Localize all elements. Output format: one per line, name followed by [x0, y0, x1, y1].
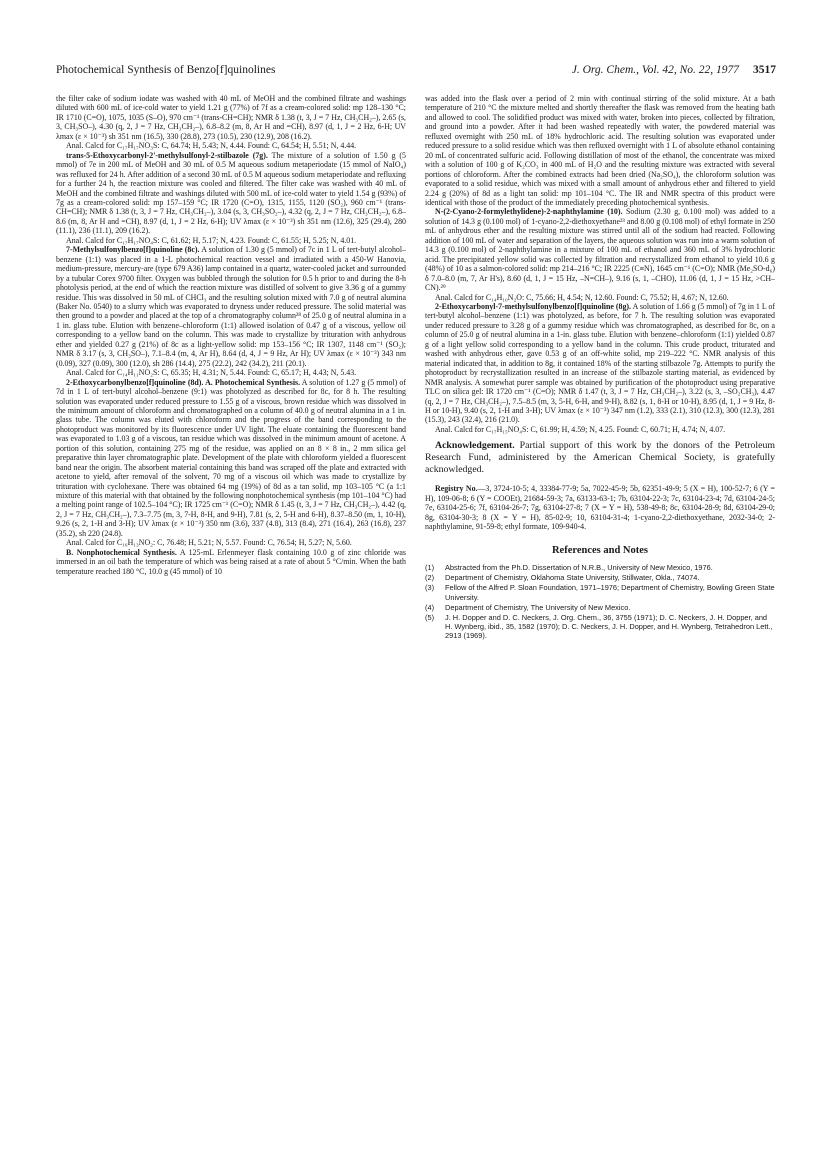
right-paragraph	[425, 207, 775, 292]
reference-number: (5)	[425, 613, 435, 623]
references-heading: References and Notes	[551, 544, 649, 556]
registry-title: Registry No.	[435, 484, 478, 494]
paragraph-text: A solution of 1.27 g (5 mmol) of 7d in 1 L of tert-butyl alcohol–benzene (9:1) was photolyzed as described for 8c, for 8 h. The resulting solution was evaporated under reduced pressure to 1.55 g of a viscous, brown residue which was dissolved in the minimum amount of chloroform and chromatographed on a column of 40.0 g of neutral alumina in a 1 in. glass tube. The column was eluted with chloroform and the progress of the band corresponding to the photoproduct was monitored by its fluorescence under UV light. The eluate containing the fluorescent band was evaporated to 1.03 g of a viscous, tan residue which was dissolved in the minimum amount of acetone. A portion of this solution, containing 275 mg of the residue, was applied on an 8 × 8 in., 2 mm silica gel preparative thin layer chromatographic plate. Development of the plate with chloroform yielded a fluorescent band near the origin. The absorbent material containing this band was scraped off the plate and extracted with acetone to yield, after removal of the solvent, 70 mg of a viscous oil which was made to crystallize by trituration with cyclohexane. There was obtained 64 mg (19%) of 8d as a tan solid, mp 103–105 °C (a 1:1 mixture of this material with that obtained by the following nonphotochemical synthesis (mp 101–104 °C) had a melting point range of 102.5–104 °C); IR 1725 cm⁻¹ (C=O); NMR δ 1.45 (t, 3, J = 7 Hz, CH₃CH₂–), 4.42 (q, 2, J = 7 Hz, CH₃CH₂–), 7.3–7.75 (m, 3, 7-H, 8-H, and 9-H), 7.81 (s, 2, 5-H and 6-H), 8.37–8.50 (m, 1, 10-H), 9.26 (s, 2, 1-H and 3-H); UV λmax (ε × 10⁻³) 350 nm (3.6), 337 (4.8), 313 (8.4), 271 (16.4), 263 (16.8), 237 (35.2), sh 220 (24.8).	[56, 377, 406, 538]
journal-name: J. Org. Chem., Vol. 42, No. 22, 1977	[571, 64, 739, 76]
reference-text: Fellow of the Alfred P. Sloan Foundation, 1971–1976; Department of Chemistry, Bowling Green State University.	[445, 583, 775, 602]
paragraph-text: A solution of 1.30 g (5 mmol) of 7c in 1 L of tert-butyl alcohol–benzene (1:1) was placed in a 1-L photochemical reaction vessel and irradiated with a 450-W Hanovia, medium-pressure, mercury-are (type 679 A36) lamp contained in a quartz, water-cooled jacket and surrounded by a tubular Corex 9700 filter. Oxygen was bubbled through the solution for 0.5 h prior to and during the 8-h photolysis period, at the end of which the reaction mixture was distilled of solvent to give 3.36 g of a gummy residue. This was dissolved in 50 mL of CHCl₃ and the resulting solution mixed with 7.0 g of neutral alumina (Baker No. 0540) to a slurry which was evaporated to dryness under reduced pressure. The solid material was then ground to a powder and placed at the top of a chromatography column²⁸ of 25.0 g of neutral alumina in a 1 in. glass tube. Elution with benzene–chloroform (1:1) allowed isolation of 0.47 g of a viscous, yellow oil corresponding to a yellow band on the column. This was made to crystallize by trituration with anhydrous ether and yielded 0.27 g (21%) of 8c as a light-yellow solid: mp 153–156 °C; IR 1307, 1148 cm⁻¹ (SO₂); NMR δ 3.17 (s, 3, CH₃SO–), 7.1–8.4 (m, 4, Ar H), 8.64 (d, 4, J = 9 Hz, Ar H); UV λmax (ε × 10⁻³) 343 nm (0.09), 327 (0.09), 300 (12.0), sh 286 (14.4), 275 (22.2), 242 (34.2), 211 (20.1).	[56, 245, 406, 368]
reference-item	[425, 603, 775, 612]
left-column	[56, 94, 406, 1114]
acknowledgement	[425, 440, 775, 476]
compound-heading: N-(2-Cyano-2-formylethylidene)-2-naphthylamine (10).	[435, 207, 623, 217]
running-header	[56, 64, 776, 80]
reference-number: (3)	[425, 583, 435, 593]
paragraph-text: Sodium (2.30 g, 0.100 mol) was added to a solution of 14.3 g (0.100 mol) of 1-cyano-2,2-diethoxyethane²³ and 8.00 g (0.108 mol) of ethyl formate in 250 mL of anhydrous ether and the resulting mixture was stirred until all of the sodium had reacted. Following addition of 100 mL of water and separation of the layers, the aqueous solution was run into a warm solution of 14.3 g (0.100 mol) of 2-naphthylamine in a mixture of 100 mL of ethanol and 360 mL of 3% hydrochloric acid. The precipitated yellow solid was collected by filtration and recrystallized from ethanol to yield 10.6 g (48%) of 10 as a salmon-colored solid: mp 214–216 °C; IR 2225 (C≡N), 1645 cm⁻¹ (C=O); NMR (Me₂SO-d₆) δ 7.0–8.0 (m, 7, Ar H's), 8.60 (d, 1, J = 15 Hz, –N=CH–), 9.16 (s, 1, –CHO), 11.06 (d, 1, J = 15 Hz, >CH–CN).²⁹	[425, 207, 775, 293]
reference-item	[425, 563, 775, 572]
left-paragraph	[56, 141, 406, 150]
reference-item	[425, 573, 775, 582]
reference-text: Department of Chemistry, The University of New Mexico.	[445, 602, 631, 612]
left-paragraph	[56, 245, 406, 368]
paragraph-text: Anal. Calcd for C₁₇H₁₅NO₄S: C, 61.99; H, 4.59; N, 4.25. Found: C, 60.71; H, 4.74; N, 4.07.	[435, 424, 726, 434]
left-paragraph	[56, 378, 406, 539]
acknowledgement-text: Partial support of this work by the donors of the Petroleum Research Fund, administered by the American Chemical Society, is gratefully acknowledged.	[425, 440, 775, 476]
paragraph-text: the filter cake of sodium iodate was washed with 40 mL of MeOH and the combined filtrate and washings diluted with 600 mL of ice-cold water to yield 1.21 g (77%) of 7f as a cream-colored solid: mp 128–130 °C; IR 1710 (C=O), 1075, 1035 (S–O), 970 cm⁻¹ (trans-CH=CH); NMR δ 1.38 (t, 3, J = 7 Hz, CH₃CH₂–), 2.65 (s, 3, CH₃SO–), 4.30 (q, 2, J = 7 Hz, CH₃CH₂–), 6.8–8.2 (m, 8, Ar H and =CH), 8.97 (d, 1, J = 2 Hz, 6-H; UV λmax (ε × 10⁻³) sh 351 nm (16.5), 330 (28.8), 273 (10.5), 230 (12.9), 208 (16.2).	[56, 94, 406, 141]
page-number: 3517	[753, 64, 776, 76]
left-paragraph	[56, 236, 406, 245]
paragraph-text: Anal. Calcd for C₁₇H₁₇NO₃S: C, 64.74; H, 5.43; N, 4.44. Found: C, 64.54; H, 5.51; N, 4.44.	[66, 141, 357, 151]
right-column	[425, 94, 775, 1114]
journal-citation	[572, 64, 776, 76]
right-column-body	[425, 94, 775, 434]
paragraph-text: The mixture of a solution of 1.50 g (5 mmol) of 7e in 200 mL of MeOH and 30 mL of 0.5 M aqueous sodium metaperiodate (15 mmol of NaIO₄) was refluxed for 24 h. After addition of a second 30 mL of 0.5 M aqueous sodium metaperiodate and refluxing for a further 24 h, the reaction mixture was cooled and filtered. The filter cake was washed with 40 mL of MeOH and the combined filtrate and washings diluted with 500 mL of ice-cold water to yield 1.54 g (93%) of 7g as a cream-colored solid: mp 157–159 °C; IR 1720 (C=O), 1315, 1155, 1120 (SO₂), 960 cm⁻¹ (trans-CH=CH); NMR δ 1.38 (t, 3, J = 7 Hz, CH₃CH₂–), 3.04 (s, 3, CH₃SO₂–), 4.32 (q, 2, J = 7 Hz, CH₃CH₂–), 6.8–8.6 (m, 8, Ar H and =CH), 8.97 (d, 1, J = 2 Hz, 6-H); UV λmax (ε × 10⁻³) sh 351 nm (12.6), 325 (29.4), 280 (11.1), 236 (11.1), 209 (16.2).	[56, 150, 406, 236]
reference-text: Abstracted from the Ph.D. Dissertation of N.R.B., University of New Mexico, 1976.	[445, 563, 713, 573]
left-paragraph	[56, 368, 406, 377]
paragraph-text: Anal. Calcd for C₁₄H₁₁NO₂S: C, 65.35; H, 4.31; N, 5.44. Found: C, 65.17; H, 4.43; N, 5.43.	[66, 368, 357, 378]
reference-number: (4)	[425, 602, 435, 612]
compound-heading: 2-Ethoxycarbonyl-7-methylsulfonylbenzo[f]quinoline (8g).	[435, 301, 631, 311]
compound-heading: trans-5-Ethoxycarbonyl-2'-methylsulfonyl-2-stilbazole (7g).	[66, 150, 268, 160]
left-paragraph	[56, 548, 406, 576]
compound-heading: 7-Methylsulfonylbenzo[f]quinoline (8c).	[66, 245, 200, 255]
reference-number: (2)	[425, 573, 435, 583]
references-list	[425, 563, 775, 641]
paragraph-text: was added into the flask over a period of 2 min with continual stirring of the solid mixture. At a bath temperature of 210 °C the mixture melted and shortly thereafter the flask was removed from the heating bath and allowed to cool. The solidified product was mixed with water, broken into pieces, collected by filtration, and ground into a powder. After it had been washed repeatedly with water, the powdered material was refluxed overnight with 250 mL of 18% hydrochloric acid. The resulting solution was evaporated under reduced pressure to a solid residue which was then refluxed overnight with 1 L of absolute ethanol containing 20 mL of concentrated sulfuric acid. Following distillation of most of the ethanol, the concentrate was mixed with a solution of 100 g of K₂CO₃ in 400 mL of H₂O and the resulting mixture was extracted with several portions of chloroform. After the combined extracts had been dried (Na₂SO₄), the chloroform solution was evaporated to a solid residue, which was mixed with a small amount of anhydrous ether and filtered to yield 2.24 g (20%) of 8d as a light tan solid: mp 101–104 °C. The IR and NMR spectra of this product were identical with those of the product of the immediately preceding photochemical synthesis.	[425, 94, 775, 207]
left-paragraph	[56, 538, 406, 547]
paragraph-text: Anal. Calcd for C₁₆H₁₃NO₂: C, 76.48; H, 5.21; N, 5.57. Found: C, 76.54; H, 5.27; N, 5.60.	[66, 538, 352, 548]
right-paragraph	[425, 302, 775, 425]
reference-item	[425, 583, 775, 601]
right-paragraph	[425, 94, 775, 207]
reference-text: Department of Chemistry, Oklahoma State University, Stillwater, Okla., 74074.	[445, 573, 700, 583]
right-paragraph	[425, 425, 775, 434]
paragraph-text: Anal. Calcd for C₁₇H₁₇NO₄S: C, 61.62; H, 5.17; N, 4.23. Found: C, 61.55; H, 5.25; N, 4.01.	[66, 235, 357, 245]
left-paragraph	[56, 151, 406, 236]
reference-number: (1)	[425, 563, 435, 573]
left-paragraph	[56, 94, 406, 141]
paragraph-text: Anal. Calcd for C₁₄H₁₀N₂O: C, 75.66; H, 4.54; N, 12.60. Found: C, 75.52; H, 4.67; N, 12.60.	[435, 292, 729, 302]
paragraph-text: A solution of 1.66 g (5 mmol) of 7g in 1 L of tert-butyl alcohol–benzene (1:1) was photolyzed, as before, for 7 h. The resulting solution was evaporated under reduced pressure to 3.28 g of a gummy residue which was chromatographed, as described for 8c, on a column of 25.0 g of neutral alumina in a 1-in. glass tube. Elution with benzene–chloroform (1:1) yielded 0.87 g of a light yellow solid corresponding to a yellow band in the column. This crude product, triturated and washed with anhydrous ether, gave 0.53 g of an off-white solid, mp 219–222 °C. NMR analysis of this material indicated that, in addition to 8g, it contained 18% of the starting stilbazole 7g. Attempts to purify the photoproduct by recrystallization resulted in an increase of the stilbazole starting material, as evidenced by NMR analysis. A somewhat purer sample was obtained by purification of the photoproduct using preparative TLC on silica gel: IR 1720 cm⁻¹ (C=O); NMR δ 1.47 (t, 3, J = 7 Hz, CH₃CH₂–), 3.22 (s, 3, –SO₂CH₃), 4.47 (q, 2, J = 7 Hz, CH₃CH₂–), 7.5–8.5 (m, 3, 5-H, 6-H, and 9-H), 8.82 (s, 1, 8-H or 10-H), 8.95 (d, 1, J = 9 Hz, 8-H or 10-H), 9.40 (s, 2, 1-H and 3-H); UV λmax (ε × 10⁻³) 347 nm (1.2), 333 (2.1), 310 (12.3), 300 (12.3), 281 (15.3), 243 (32.4), 216 (21.0).	[425, 301, 775, 425]
paragraph-text: A 125-mL Erlenmeyer flask containing 10.0 g of zinc chloride was immersed in an oil bath the temperature of which was being raised at a rate of about 5 °C/min. When the bath temperature reached 180 °C, 10.0 g (45 mmol) of 10	[56, 547, 406, 576]
acknowledgement-title: Acknowledgement.	[435, 440, 515, 452]
compound-heading: B. Nonphotochemical Synthesis.	[66, 547, 177, 557]
reference-item	[425, 613, 775, 641]
running-title: Photochemical Synthesis of Benzo[f]quinolines	[56, 64, 276, 76]
reference-text: J. H. Dopper and D. C. Neckers, J. Org. Chem., 36, 3755 (1971); D. C. Neckers, J. H. Dopper, and H. Wynberg, ibid., 35, 1582 (1970); D. C. Neckers, J. H. Dopper, and H. Wynberg, Tetrahedron Lett., 2913 (1969).	[445, 613, 773, 641]
registry-numbers	[425, 484, 775, 531]
compound-heading: 2-Ethoxycarbonylbenzo[f]quinoline (8d). A. Photochemical Synthesis.	[66, 377, 301, 387]
registry-text: —3, 3724-10-5; 4, 33384-77-9; 5a, 7022-45-9; 5b, 62351-49-9; 5 (X = H), 100-52-7; 6 (Y = H), 109-06-8; 6 (Y = COOEt), 21684-59-3; 7a, 63133-63-1; 7b, 63104-22-3; 7c, 63104-23-4; 7d, 63104-24-5; 7e, 63104-25-6; 7f, 63104-26-7; 7g, 63104-27-8; 7 (X = Y = H), 538-49-8; 8c, 63104-28-9; 8d, 63104-29-0; 8g, 63104-30-3; 8 (X = Y = H), 85-02-9; 10, 63104-31-4; 1-cyano-2,2-diethoxyethane, 2032-34-0; 2-naphthylamine, 91-59-8; ethyl formate, 109-940-4.	[425, 484, 775, 532]
right-paragraph	[425, 293, 775, 302]
